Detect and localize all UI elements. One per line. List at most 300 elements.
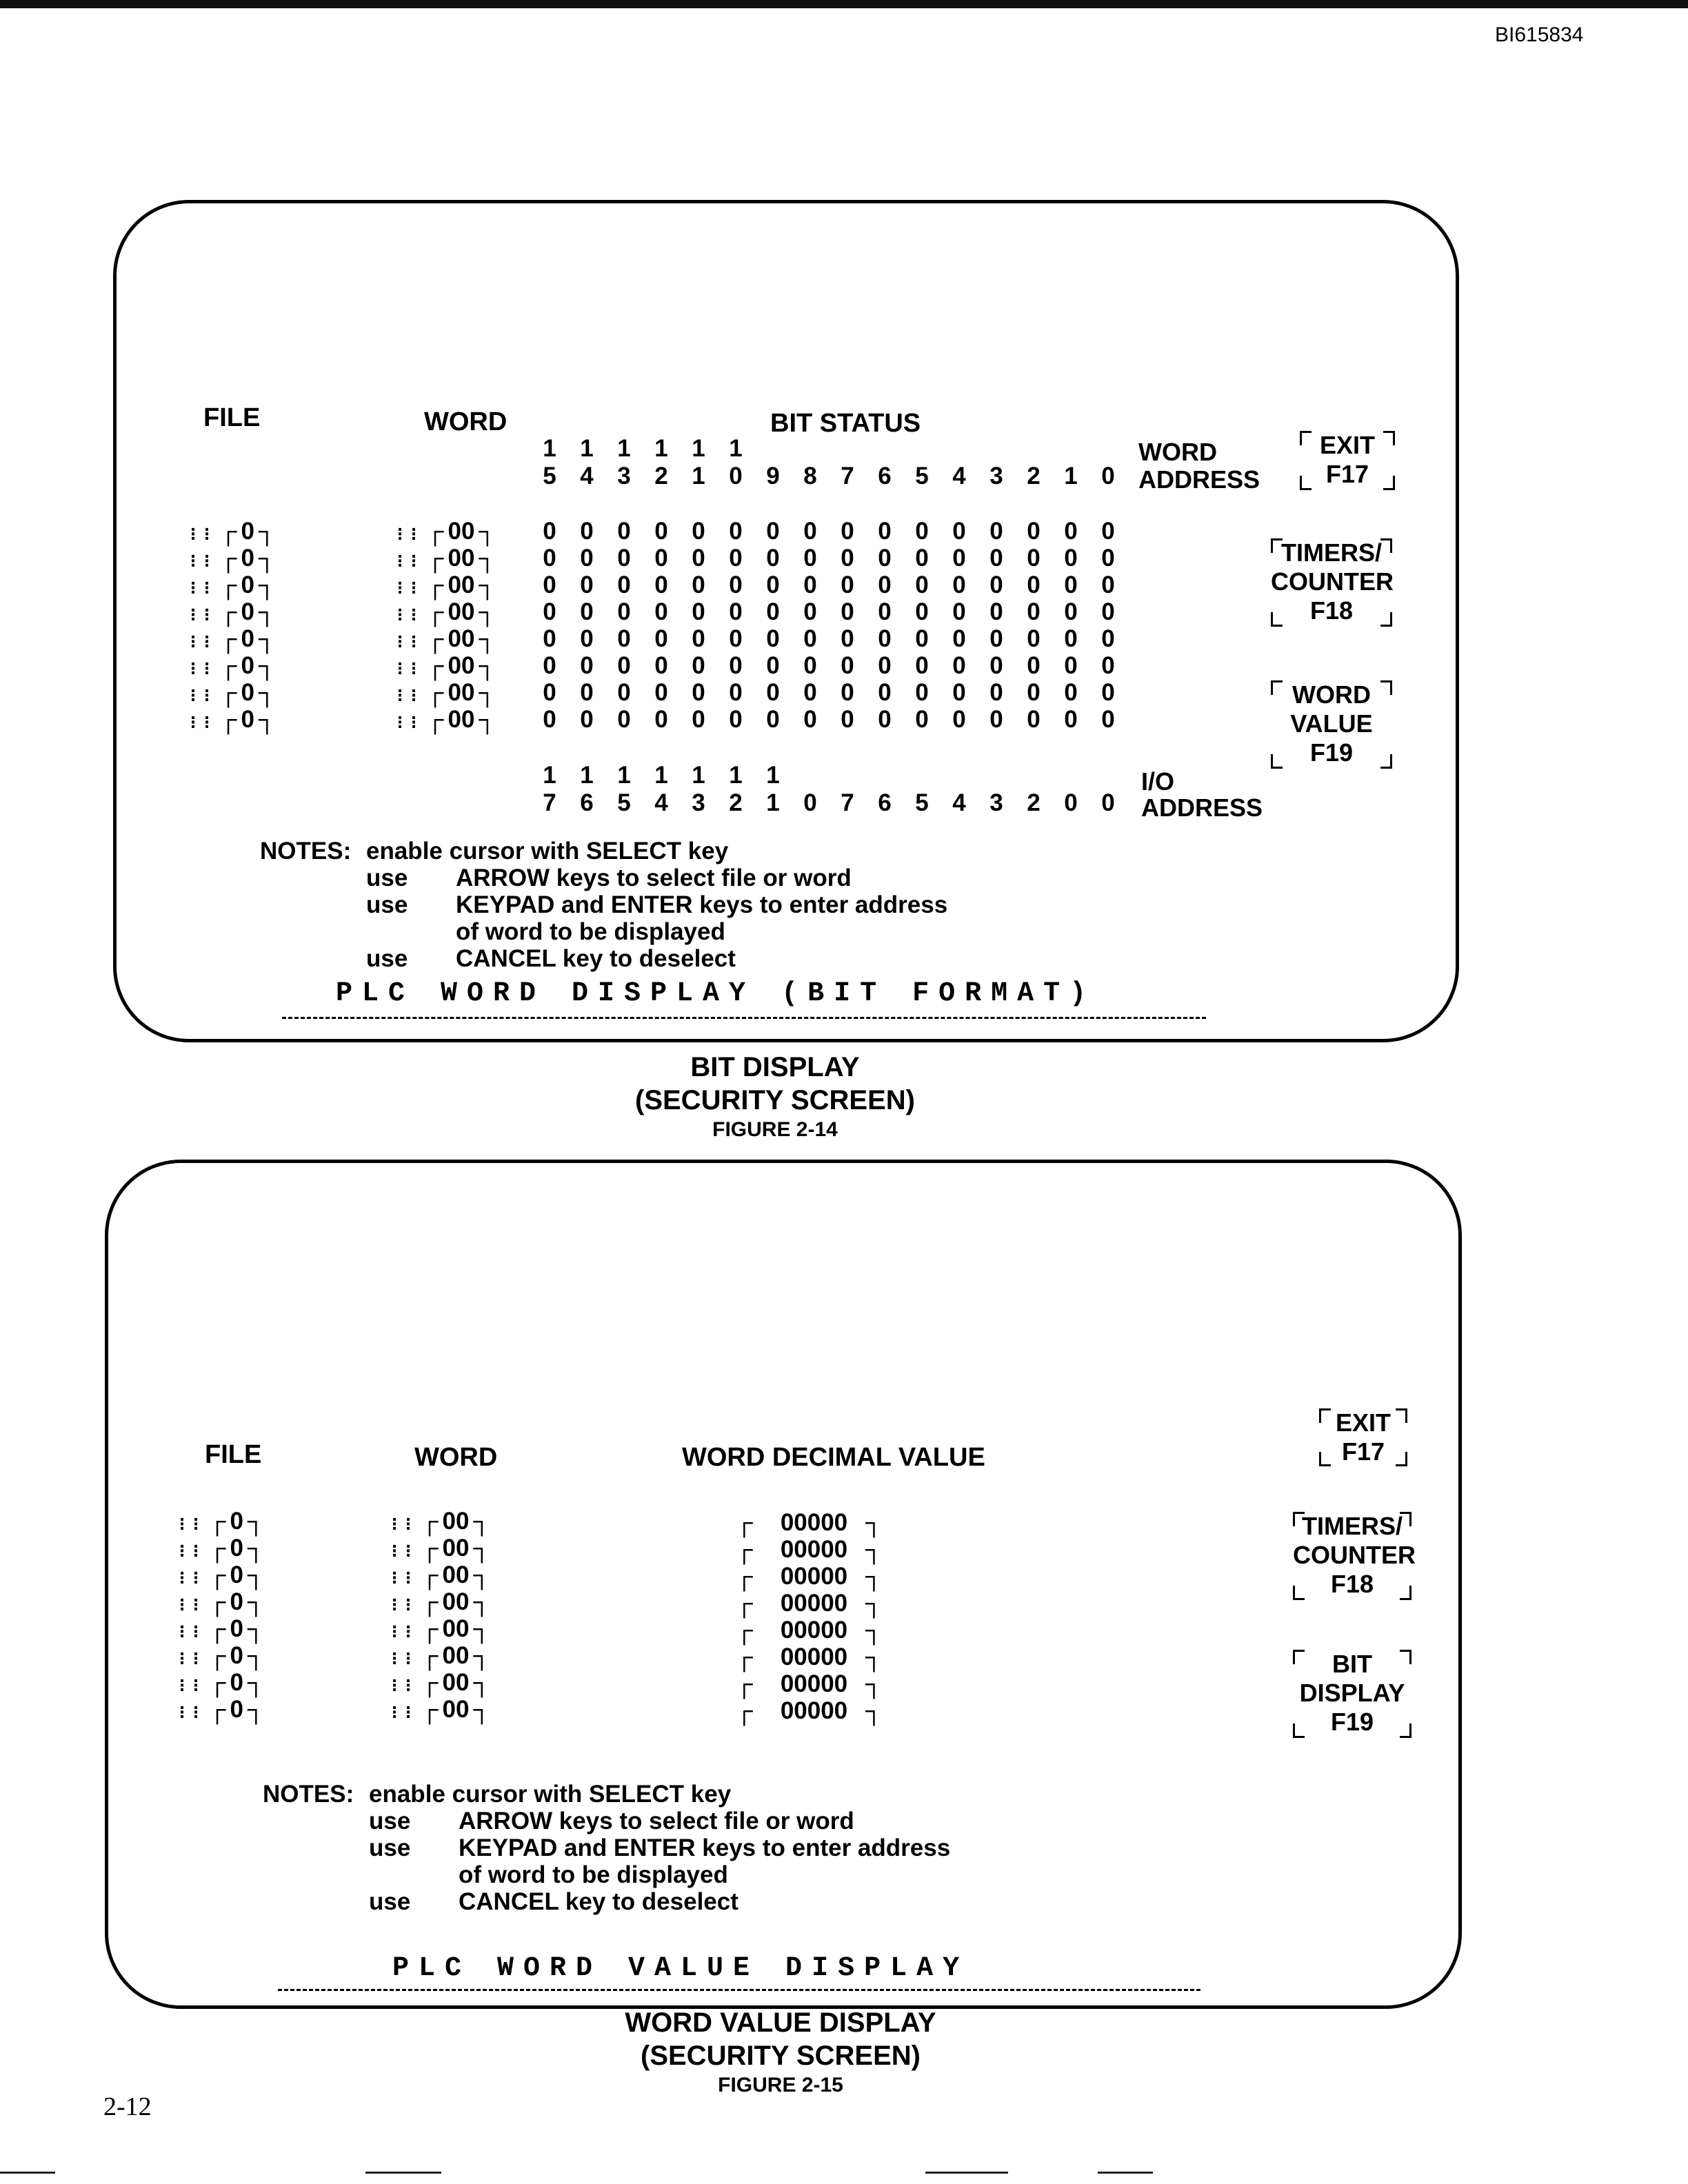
io-address-digit: 2 [1027,789,1041,816]
bit-number-digit [1015,435,1052,463]
bit-number-digit: 2 [1027,463,1041,489]
timers-key-label-2: COUNTER [1293,1541,1416,1569]
bracket-close-icon: ┐ [259,598,276,625]
bit-value: 0 [915,518,929,545]
bit-value: 0 [1027,598,1041,625]
word-value-f19-key[interactable] [1271,680,1392,769]
field-value: 00 [442,1669,470,1696]
bit-value: 0 [654,652,668,679]
word-field[interactable] [392,545,496,572]
exit-key-code: F17 [1325,460,1369,488]
timers-key-label-1: TIMERS/ [1301,1512,1403,1540]
bit-value: 0 [989,679,1003,706]
bit-value: 0 [543,679,556,706]
cursor-marker-icon: ⋮⋮ [174,1515,202,1533]
note-line-5: CANCEL key to deselect [459,1888,738,1915]
field-value: 00 [442,1588,470,1615]
field-value: 00000 [780,1536,848,1563]
bit-value: 0 [617,572,631,598]
bracket-open-icon: ┌ [421,1696,439,1723]
bracket-open-icon: ┌ [426,679,444,706]
bit-status-header: BIT STATUS [770,409,921,438]
cursor-marker-icon: ⋮⋮ [387,1515,414,1533]
bracket-open-icon: ┌ [426,625,444,652]
bit-value: 0 [654,545,668,572]
decimal-value-field [736,1697,883,1725]
bit-value: 0 [878,545,892,572]
bracket-open-icon: ┌ [208,1561,226,1588]
bit-value: 0 [915,625,929,652]
bracket-close-icon: ┐ [248,1669,265,1696]
bit-value: 0 [1027,652,1041,679]
bracket-close-icon: ┐ [479,545,496,572]
bracket-open-icon: ┌ [219,518,237,545]
bit-number-digit: 4 [580,463,594,489]
bracket-close-icon: ┐ [479,518,496,545]
field-value: 00 [442,1535,470,1561]
io-address-digit: 5 [617,789,631,816]
word-value-key-code: F19 [1309,738,1354,767]
word-field[interactable] [387,1561,490,1589]
file-field[interactable] [174,1615,265,1643]
notes-block [263,1781,950,1915]
bracket-open-icon: ┌ [426,598,444,625]
bit-value: 0 [952,706,966,733]
bit-value: 0 [692,518,705,545]
word-field[interactable] [392,652,496,680]
io-address-digit: 3 [692,789,705,816]
note-line-2: ARROW keys to select file or word [456,865,852,891]
note-use-3: use [369,1888,411,1915]
bracket-open-icon: ┌ [421,1508,439,1535]
cursor-marker-icon: ⋮⋮ [174,1542,202,1559]
exit-f17-key[interactable] [1300,431,1395,490]
bracket-close-icon: ┐ [479,598,496,625]
word-field[interactable] [392,625,496,653]
cursor-marker-icon: ⋮⋮ [392,714,420,731]
cursor-marker-icon: ⋮⋮ [174,1677,202,1694]
bit-value: 0 [878,572,892,598]
bracket-close-icon: ┐ [865,1536,883,1563]
bit-display-key-label-1: BIT [1332,1650,1372,1678]
bit-value: 0 [1064,679,1078,706]
io-address-digit: 4 [654,789,668,816]
bracket-open-icon: ┌ [736,1590,753,1617]
note-line-3: KEYPAD and ENTER keys to enter address [456,891,948,918]
bit-value: 0 [952,679,966,706]
banner-dashed-rule [278,1989,1200,1991]
cursor-marker-icon: ⋮⋮ [392,552,420,569]
bit-value: 0 [766,598,780,625]
bit-value: 0 [989,545,1003,572]
field-value: 0 [230,1696,244,1723]
bit-value: 0 [1101,598,1115,625]
bit-value: 0 [841,625,854,652]
bracket-close-icon: ┐ [259,572,276,598]
word-field[interactable] [392,572,496,599]
bit-value: 0 [766,679,780,706]
bit-value: 0 [878,625,892,652]
cursor-marker-icon: ⋮⋮ [174,1569,202,1586]
caption-subtitle: (SECURITY SCREEN) [641,2041,921,2071]
bit-number-digit: 7 [841,463,854,489]
bit-value: 0 [952,625,966,652]
file-column-header: FILE [205,1440,262,1469]
figure-15-caption [539,2006,1022,2099]
bracket-open-icon: ┌ [736,1670,753,1697]
bit-value: 0 [617,545,631,572]
bit-number-digit: 0 [729,463,743,489]
io-address-digit [1015,762,1052,789]
word-field[interactable] [387,1535,490,1562]
file-field[interactable] [185,679,276,707]
io-address-digit: 7 [841,789,854,816]
file-field[interactable] [174,1696,265,1723]
bit-value: 0 [952,518,966,545]
io-address-digit: 0 [1064,789,1078,816]
bracket-close-icon: ┐ [259,518,276,545]
bit-value: 0 [766,545,780,572]
bit-value: 0 [1027,679,1041,706]
io-address-digit [866,762,903,789]
bit-value: 0 [654,572,668,598]
timers-key-code: F18 [1309,596,1354,625]
cursor-marker-icon: ⋮⋮ [392,687,420,704]
field-value: 00 [442,1696,470,1723]
bit-value: 0 [1027,518,1041,545]
bracket-open-icon: ┌ [421,1588,439,1615]
bit-value: 0 [915,598,929,625]
word-value-key-label-1: WORD [1292,680,1371,709]
io-address-digit [829,762,866,789]
bit-value: 0 [803,545,817,572]
bit-number-digit: 9 [766,463,780,489]
bracket-open-icon: ┌ [736,1697,753,1724]
bracket-open-icon: ┌ [421,1535,439,1561]
field-value: 00000 [780,1590,848,1617]
bracket-open-icon: ┌ [421,1642,439,1669]
bit-display-f19-key[interactable] [1293,1650,1411,1738]
field-value: 0 [230,1588,244,1615]
io-address-digit: 7 [543,789,556,816]
bit-value: 0 [803,598,817,625]
bracket-close-icon: ┐ [248,1642,265,1669]
bit-number-digit: 3 [617,463,631,489]
bit-value: 0 [1064,598,1078,625]
field-value: 0 [241,706,255,733]
note-use-1: use [366,865,408,891]
bit-value: 0 [543,572,556,598]
bit-number-digit [829,435,866,463]
bit-number-digit: 5 [915,463,929,489]
decimal-value-field [736,1590,883,1617]
bit-value: 0 [729,598,743,625]
cursor-marker-icon: ⋮⋮ [392,606,420,623]
word-field[interactable] [387,1669,490,1697]
bit-value: 0 [1064,518,1078,545]
field-value: 0 [230,1561,244,1588]
bracket-close-icon: ┐ [865,1644,883,1670]
bit-value: 0 [1101,679,1115,706]
bit-value: 0 [952,652,966,679]
bracket-close-icon: ┐ [473,1561,491,1588]
note-line-2: ARROW keys to select file or word [459,1808,854,1834]
bit-value: 0 [654,518,668,545]
field-value: 00000 [780,1697,848,1724]
bit-value: 0 [729,625,743,652]
io-address-digit: 4 [952,789,966,816]
file-field[interactable] [174,1561,265,1589]
io-address-digit: 1 [580,762,594,789]
note-line-3: KEYPAD and ENTER keys to enter address [459,1834,951,1861]
bit-number-digit [978,435,1015,463]
bit-value: 0 [692,545,705,572]
cursor-marker-icon: ⋮⋮ [185,552,213,569]
bit-value: 0 [543,518,556,545]
word-field[interactable] [387,1642,490,1670]
io-address-digit [792,762,829,789]
io-address-digit: 6 [878,789,892,816]
bit-number-digit: 1 [654,435,668,462]
bit-value: 0 [543,625,556,652]
bit-value: 0 [729,652,743,679]
decimal-value-field [736,1644,883,1671]
bit-number-digit: 1 [617,435,631,462]
file-field[interactable] [185,598,276,626]
io-address-digit: 1 [543,762,556,789]
file-field[interactable] [185,572,276,599]
word-field[interactable] [392,518,496,545]
bracket-open-icon: ┌ [208,1669,226,1696]
bracket-close-icon: ┐ [473,1696,491,1723]
bit-value: 0 [915,652,929,679]
bit-display-screen [113,200,1459,1042]
decimal-value-field [736,1670,883,1698]
note-use-2: use [366,891,408,918]
bit-number-digit [903,435,941,463]
field-value: 0 [230,1508,244,1535]
file-field[interactable] [174,1642,265,1670]
bracket-open-icon: ┌ [219,545,237,572]
field-value: 0 [230,1615,244,1642]
field-value: 0 [241,679,255,706]
cursor-marker-icon: ⋮⋮ [185,579,213,596]
cursor-marker-icon: ⋮⋮ [185,660,213,677]
bit-value: 0 [1064,572,1078,598]
bit-value: 0 [841,706,854,733]
io-address-digit [978,762,1015,789]
bracket-close-icon: ┐ [248,1561,265,1588]
word-field[interactable] [387,1508,490,1535]
bracket-open-icon: ┌ [219,625,237,652]
field-value: 00000 [780,1563,848,1590]
bit-number-digit: 1 [543,435,556,462]
bit-value: 0 [803,625,817,652]
io-address-digit: 3 [989,789,1003,816]
word-field[interactable] [387,1588,490,1616]
bit-number-digit [1052,435,1089,463]
field-value: 00 [448,625,475,652]
bracket-close-icon: ┐ [473,1588,491,1615]
timers-counter-f18-key[interactable] [1293,1512,1416,1600]
file-field[interactable] [185,545,276,572]
bit-value: 0 [1027,545,1041,572]
exit-key-label: EXIT [1319,431,1375,459]
bit-value: 0 [989,598,1003,625]
io-address-digit [941,762,978,789]
bracket-close-icon: ┐ [473,1642,491,1669]
bit-value: 0 [580,598,594,625]
io-address-label-2: ADDRESS [1141,793,1263,822]
field-value: 00 [448,598,475,625]
cursor-marker-icon: ⋮⋮ [387,1677,414,1694]
bracket-close-icon: ┐ [865,1590,883,1617]
cursor-marker-icon: ⋮⋮ [185,633,213,650]
bit-number-units-row [531,463,1127,490]
cursor-marker-icon: ⋮⋮ [387,1596,414,1613]
bit-value: 0 [580,679,594,706]
bit-value: 0 [803,706,817,733]
field-value: 0 [241,518,255,545]
bit-value: 0 [803,572,817,598]
note-use-2: use [369,1834,411,1861]
bit-value: 0 [580,652,594,679]
cursor-marker-icon: ⋮⋮ [387,1542,414,1559]
bit-value: 0 [989,518,1003,545]
exit-f17-key[interactable] [1319,1408,1407,1466]
bit-value: 0 [766,572,780,598]
bit-status-row [531,706,1127,734]
cursor-marker-icon: ⋮⋮ [392,660,420,677]
bit-value: 0 [841,679,854,706]
word-decimal-value-header: WORD DECIMAL VALUE [682,1443,985,1472]
bracket-close-icon: ┐ [248,1696,265,1723]
file-field[interactable] [174,1669,265,1697]
file-field[interactable] [174,1588,265,1616]
page-top-rule [0,0,1688,8]
bit-value: 0 [729,572,743,598]
cursor-marker-icon: ⋮⋮ [387,1703,414,1721]
document-id: BI615834 [1495,23,1584,46]
bit-value: 0 [654,706,668,733]
bracket-open-icon: ┌ [426,518,444,545]
bit-value: 0 [692,706,705,733]
cursor-marker-icon: ⋮⋮ [185,687,213,704]
note-use-3: use [366,945,408,972]
decimal-value-field [736,1617,883,1644]
file-field[interactable] [174,1508,265,1535]
bit-value: 0 [989,572,1003,598]
word-field[interactable] [392,706,496,734]
bracket-close-icon: ┐ [473,1669,491,1696]
cursor-marker-icon: ⋮⋮ [185,714,213,731]
bit-value: 0 [878,518,892,545]
bracket-close-icon: ┐ [473,1535,491,1561]
bracket-open-icon: ┌ [426,706,444,733]
note-use-1: use [369,1808,411,1834]
field-value: 00000 [780,1644,848,1670]
file-field[interactable] [174,1535,265,1562]
bit-value: 0 [878,598,892,625]
bit-value: 0 [766,518,780,545]
word-field[interactable] [392,598,496,626]
field-value: 0 [230,1669,244,1696]
bit-value: 0 [766,625,780,652]
bracket-open-icon: ┌ [219,572,237,598]
bit-value: 0 [1101,625,1115,652]
caption-subtitle: (SECURITY SCREEN) [635,1085,915,1115]
io-address-digit: 1 [654,762,668,789]
io-address-digit: 1 [766,762,780,789]
bit-value: 0 [952,572,966,598]
io-address-digit [1089,762,1127,789]
bit-status-row [531,572,1127,599]
banner-dashed-rule [282,1017,1206,1019]
bracket-close-icon: ┐ [248,1535,265,1561]
cursor-marker-icon: ⋮⋮ [174,1596,202,1613]
bit-value: 0 [692,652,705,679]
cursor-marker-icon: ⋮⋮ [387,1650,414,1667]
bit-value: 0 [841,518,854,545]
notes-title: NOTES: [260,838,352,865]
file-field[interactable] [185,625,276,653]
bracket-open-icon: ┌ [421,1561,439,1588]
file-field[interactable] [185,652,276,680]
bit-value: 0 [692,572,705,598]
bit-value: 0 [729,679,743,706]
bit-value: 0 [989,652,1003,679]
bit-value: 0 [841,572,854,598]
word-field[interactable] [387,1696,490,1723]
bit-value: 0 [766,652,780,679]
bit-value: 0 [915,706,929,733]
io-address-digit [903,762,941,789]
footer-rule [925,2172,1008,2174]
field-value: 00 [448,652,475,679]
bracket-close-icon: ┐ [259,679,276,706]
bracket-close-icon: ┐ [473,1508,491,1535]
field-value: 0 [230,1535,244,1561]
bit-number-digit: 1 [1064,463,1078,489]
bracket-close-icon: ┐ [259,625,276,652]
bit-number-digit: 1 [692,463,705,489]
timers-key-code: F18 [1330,1570,1374,1598]
file-field[interactable] [185,518,276,545]
bit-value: 0 [915,572,929,598]
word-field[interactable] [387,1615,490,1643]
bit-value: 0 [617,679,631,706]
bit-value: 0 [543,598,556,625]
bit-value: 0 [878,652,892,679]
bit-value: 0 [841,598,854,625]
bit-value: 0 [654,598,668,625]
file-field[interactable] [185,706,276,734]
caption-title: BIT DISPLAY [690,1052,860,1082]
field-value: 0 [241,598,255,625]
bracket-close-icon: ┐ [259,706,276,733]
bit-value: 0 [1101,572,1115,598]
bracket-open-icon: ┌ [208,1615,226,1642]
bit-value: 0 [617,652,631,679]
figure-14-caption [534,1051,1016,1143]
bracket-close-icon: ┐ [479,652,496,679]
bracket-open-icon: ┌ [208,1696,226,1723]
io-address-digit: 1 [729,762,743,789]
word-field[interactable] [392,679,496,707]
timers-counter-f18-key[interactable] [1271,538,1392,627]
caption-title: WORD VALUE DISPLAY [625,2008,936,2038]
decimal-value-field [736,1563,883,1590]
